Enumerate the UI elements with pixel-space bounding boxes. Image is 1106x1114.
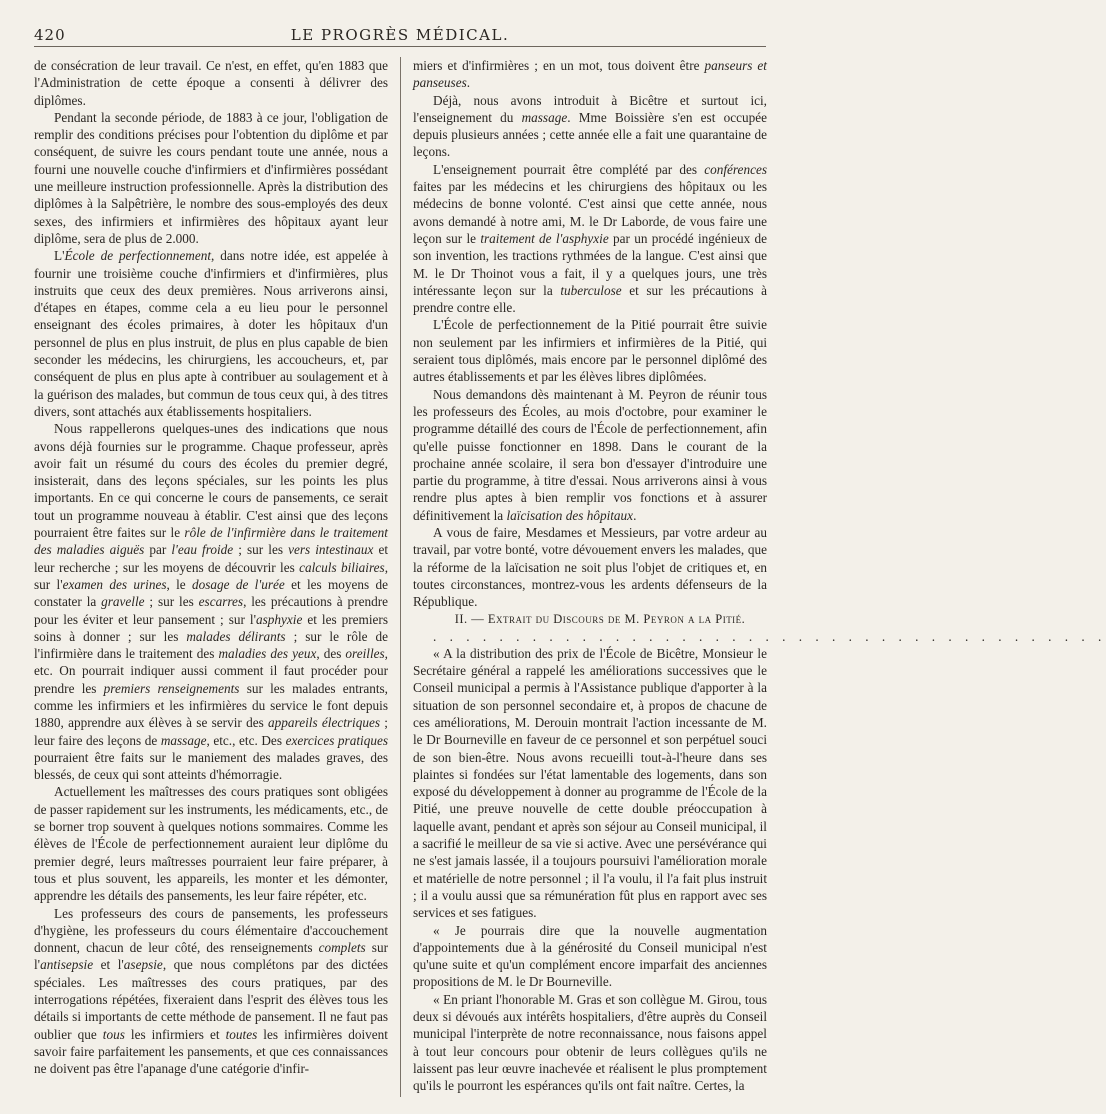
emphasis: dosage de l'urée	[192, 576, 285, 592]
paragraph	[34, 420, 388, 783]
text-run: et les moyens de constater la	[34, 576, 389, 610]
text-run: faites par les médecins et les chirurgiens des hôpitaux ou les médecins de bonne volonté. C'est ainsi que cette année, nous avons demandé à notre ami, M. le Dr Laborde, de vous faire une leçon sur le	[413, 179, 767, 246]
emphasis: asphyxie	[255, 611, 303, 627]
text-run: et sur les précautions à prendre contre elle.	[413, 282, 767, 316]
emphasis: examen des urines	[62, 576, 167, 592]
text-run: sur les malades entrants, comme les infirmiers et les infirmières du service le font depuis 1880, apprendre aux élèves à se servir des	[34, 680, 388, 731]
emphasis: laïcisation des hôpitaux	[506, 507, 634, 523]
text-run: .	[633, 507, 637, 523]
paragraph: Actuellement les maîtresses des cours pratiques sont obligées de passer rapidement sur les instruments, les médicaments, etc., de se borner trop souvent à quelques notions sommaires. Comme les élèves de l'École de perfectionnement auraient leur diplôme du premier degré, leurs maîtresses pourraient leur faire préparer, à tous et plus souvent, les appareils, les monter et les démonter, apprendre les détails des pansements, les leur faire répéter, etc.	[34, 784, 388, 904]
text-run: les infirmiers et	[124, 1026, 226, 1042]
text-run: . Mme Boissière s'en est occupée depuis plusieurs années ; cette année elle a fait une quarantaine de leçons.	[413, 109, 767, 160]
paragraph: de consécration de leur travail. Ce n'est, en effet, qu'en 1883 que l'Administration de cette époque a consenti à délivrer des diplômes.	[34, 58, 388, 108]
page-header	[34, 24, 766, 47]
emphasis: rôle de l'infirmière dans le traitement des maladies aiguës	[34, 525, 388, 558]
emphasis: École de perfectionnement	[64, 248, 212, 264]
emphasis: escarres	[198, 594, 244, 610]
paragraph	[413, 161, 767, 317]
text-run: ; sur les	[233, 542, 289, 558]
emphasis: maladies des yeux	[218, 646, 317, 662]
paragraph	[34, 905, 388, 1078]
text-run: miers et d'infirmières ; en un mot, tous doivent être	[413, 58, 705, 73]
emphasis: tuberculose	[560, 282, 622, 298]
text-run: L'	[54, 248, 65, 264]
emphasis: tous	[102, 1026, 125, 1042]
text-run: L'enseignement pourrait être complété par des	[433, 161, 705, 177]
text-run: et les premiers soins à donner ; sur les	[34, 611, 388, 644]
text-run: et leur recherche ; sur les moyens de découvrir les	[34, 542, 389, 575]
text-run: Nous rappellerons quelques-unes des indications que nous avons déjà fournies sur le programme. Chaque professeur, après avoir fait un résumé du cours des écoles du premier degré, insisterait, dans des leçons spéciales, sur les points les plus importants. En ce qui concerne le cours de pansements, ce serait tout un programme nouveau à établir. C'est ainsi que des leçons pourraient être faites sur le	[34, 421, 388, 541]
ellipsis-line: . . . . . . . . . . . . . . . . . . . . . . . . . . . . . . . . . . . . . . . . .	[433, 628, 1106, 644]
emphasis: malades délirants	[186, 628, 286, 644]
paragraph: L'École de perfectionnement de la Pitié pourrait être suivie non seulement par les infirmiers et infirmières de la Pitié, qui seraient tous diplômés, mais encore par le personnel diplômé des autres établissements et par les élèves libres diplômées.	[413, 317, 767, 385]
emphasis: antisepsie	[40, 957, 94, 973]
paragraph: A vous de faire, Mesdames et Messieurs, par votre ardeur au travail, par votre bonté, votre dévouement envers les malades, que la réforme de la laïcisation ne soit plus l'objet de critiques et, en toutes circonstances, montrez-vous les ardents défenseurs de la République.	[413, 525, 767, 610]
text-run: les infirmières doivent savoir faire parfaitement les pansements, et que ces connaissances ne doivent pas être l'apanage d'une catégorie d'infir-	[34, 1026, 388, 1077]
emphasis: gravelle	[101, 594, 145, 610]
text-run: Déjà, nous avons introduit à Bicêtre et surtout ici, l'enseignement du	[413, 92, 767, 125]
text-run: sur l'	[34, 940, 388, 973]
section-heading: II. — Extrait du Discours de M. Peyron a la Pitié.	[454, 611, 746, 626]
text-run: .	[466, 75, 471, 91]
emphasis: calculs biliaires	[299, 559, 385, 575]
emphasis: toutes	[225, 1026, 258, 1042]
text-run: , sur l'	[34, 559, 388, 592]
emphasis: panseurs et panseuses	[413, 58, 767, 91]
emphasis: massage	[160, 732, 207, 748]
page-number: 420	[34, 26, 66, 44]
text-run: , dans notre idée, est appelée à fournir une troisième couche d'infirmiers et d'infirmières, plus instruits que ceux des deux premières. Nous arriverons ainsi, d'étapes en étapes, comme cela a eu lieu pour le personnel enseignant des écoles primaires, à doter les hôpitaux d'un personnel de plus en plus instruit, de plus en plus capable de bien seconder les médecins, les chirurgiens, les accoucheurs, et, par conséquent de plus en plus apte à contribuer au soulagement et à la guérison des malades, but commun de tous ceux qui, à des titres divers, sont attachés aux établissements hospitaliers.	[34, 248, 388, 419]
paragraph: Pendant la seconde période, de 1883 à ce jour, l'obligation de remplir des conditions précises pour l'obtention du diplôme et par conséquent, de suivre les cours pendant toute une année, nous a fourni une nouvelle couche d'infirmiers et d'infirmières possédant une meilleure instruction professionnelle. Après la distribution des diplômes à la Salpêtrière, le nombre des sous-employés des deux sexes, des infirmiers et infirmières des hôpitaux ayant leur diplôme, sera de plus de 2.000.	[34, 109, 388, 246]
text-run: par	[144, 542, 172, 558]
text-run: ; sur le rôle de l'infirmière dans le traitement des	[34, 628, 388, 662]
emphasis: asepsie	[123, 957, 163, 973]
text-run: par un procédé ingénieux de son invention, les tractions rythmées de la langue. C'est ainsi que M. le Dr Thoinot vous a fait, il y a quelques jours, une très intéressante leçon sur la	[413, 230, 768, 298]
text-run: , etc., etc. Des	[206, 732, 286, 748]
paragraph	[34, 247, 388, 420]
text-run: Les professeurs des cours de pansements, les professeurs d'hygiène, les professeurs du cours élémentaire d'accouchement donnent, chacun de leur côté, des renseignements	[34, 905, 388, 956]
emphasis: exercices pratiques	[285, 732, 388, 748]
emphasis: complets	[318, 940, 366, 956]
text-run: Nous demandons dès maintenant à M. Peyron de réunir tous les professeurs des Écoles, au mois d'octobre, pour examiner le programme détaillé des cours de l'École de perfectionnement, afin qu'elle puisse fonctionner en 1898. Dans le courant de la prochaine année scolaire, il sera bon d'essayer d'introduire une partie du programme, à titre d'essai. Nous arriverons ainsi à vous rendre plus aptes à bien remplir vos fonctions et à assurer définitivement la	[413, 386, 767, 523]
right-column	[413, 57, 1106, 1107]
text-run: ; leur faire des leçons de	[34, 715, 388, 748]
emphasis: premiers renseignements	[103, 680, 240, 696]
text-run: , etc. On pourrait indiquer aussi comment il faut procéder pour prendre les	[34, 646, 388, 696]
paragraph	[413, 92, 767, 161]
column-divider	[400, 57, 401, 1097]
emphasis: vers intestinaux	[288, 542, 374, 558]
emphasis: oreilles	[345, 646, 385, 662]
paragraph: « En priant l'honorable M. Gras et son collègue M. Girou, tous deux si dévoués aux intérêts hospitaliers, d'être auprès du Conseil municipal l'interprète de notre reconnaissance, nous faisons appel à tout leur concours pour obtenir de leurs collègues qu'ils ne laissent pas leur œuvre inachevée et réalisent le plus promptement qu'ils le pourront les espérances qu'ils ont fait naître. Certes, la	[413, 991, 767, 1094]
paragraph	[413, 386, 767, 524]
text-run: , que nous complétons par des dictées spéciales. Les maîtresses des cours pratiques, par des interrogations répétées, fixeraient dans l'esprit des élèves tous les détails si importants de cette méthode de pansement. Il ne faut pas oublier que	[34, 957, 388, 1042]
emphasis: massage	[521, 109, 568, 125]
paragraph: « Je pourrais dire que la nouvelle augmentation d'appointements due à la générosité du Conseil municipal n'est qu'une suite et qu'un complément encore imparfait des anciennes propositions de M. le Dr Bourneville.	[413, 922, 767, 990]
text-run: , les précautions à prendre pour les éviter et leur pansement ; sur l'	[34, 594, 389, 627]
paragraph	[413, 57, 767, 92]
emphasis: conférences	[704, 161, 767, 177]
emphasis: l'eau froide	[171, 542, 234, 558]
text-run: , des	[316, 646, 346, 662]
text-run: et l'	[93, 957, 124, 973]
emphasis: appareils électriques	[268, 715, 381, 731]
text-run: , le	[166, 576, 192, 592]
left-column	[34, 57, 388, 1107]
text-run: pourraient être faits sur le maniement des malades graves, des blessés, de ceux qui sont atteints d'hémorragie.	[34, 749, 388, 783]
paragraph: « A la distribution des prix de l'École de Bicêtre, Monsieur le Secrétaire général a rappelé les améliorations successives que le Conseil municipal a permis à l'Assistance publique d'apporter à la situation de son personnel secondaire et, à propos de chacune de ces améliorations, M. Derouin montrait l'action incessante de M. le Dr Bourneville en faveur de ce personnel et son perpétuel souci de son bien-être. Nous avons recueilli tout-à-l'heure dans ses plaintes si fondées sur l'état lamentable des logements, dans son exposé du développement à donner au programme de l'École de la Pitié, une preuve nouvelle de cette double préoccupation à laquelle avant, pendant et après son séjour au Conseil municipal, il a sacrifié le meilleur de sa vie si active. Avec une persévérance qui ne s'est jamais lassée, il a toujours poursuivi l'amélioration morale et matérielle de notre personnel ; il l'a voulu, il l'a fait plus instruit ; il a voulu aussi que sa rémunération fût plus en rapport avec ses services et ses fatigues.	[413, 645, 767, 921]
text-run: ; sur les	[144, 594, 199, 610]
running-title: LE PROGRÈS MÉDICAL.	[290, 26, 510, 44]
emphasis: traitement de l'asphyxie	[480, 230, 609, 246]
